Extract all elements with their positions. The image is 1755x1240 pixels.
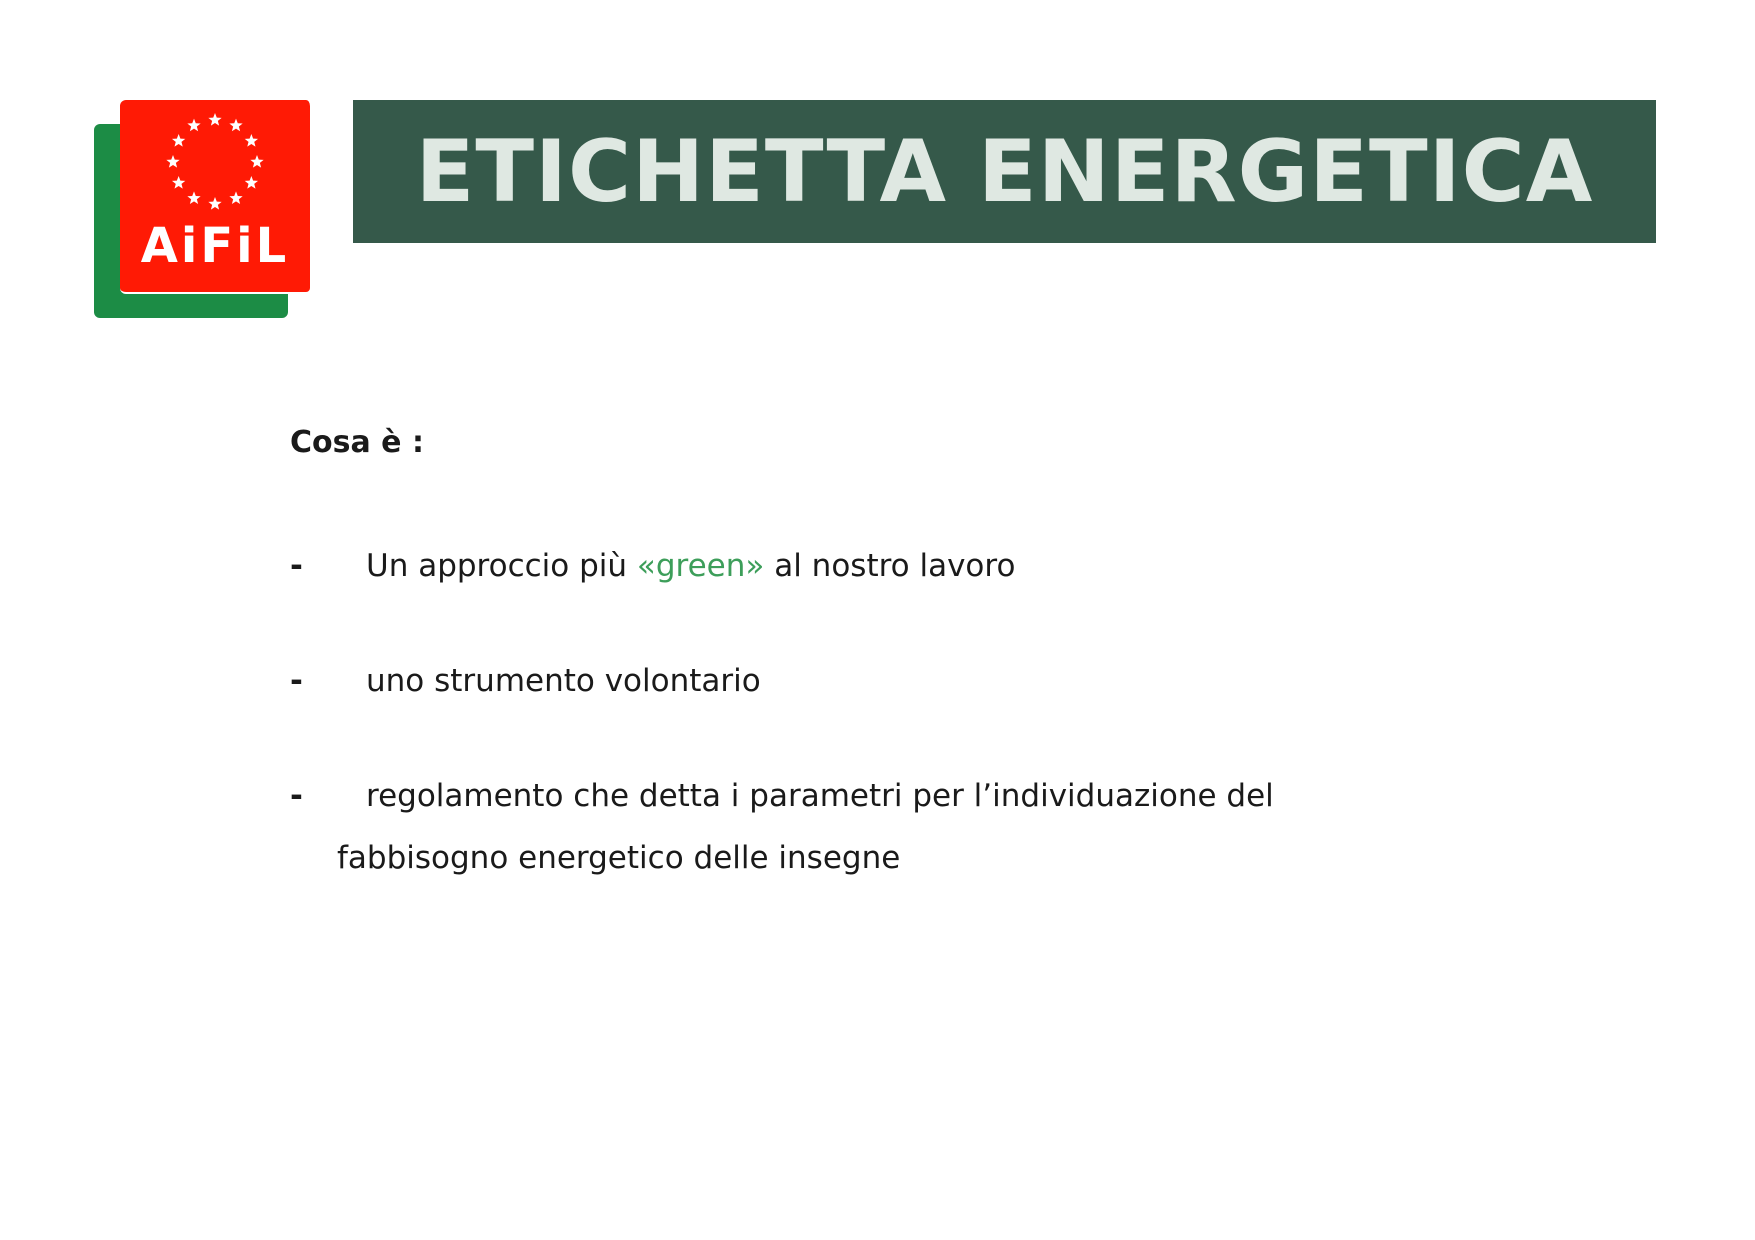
star-icon [245, 176, 258, 189]
green-highlight: «green» [636, 548, 765, 584]
star-icon [208, 197, 221, 210]
bullet-text-before: Un approccio più [366, 548, 637, 584]
page-title: ETICHETTA ENERGETICA [415, 121, 1594, 222]
star-icon [250, 155, 263, 168]
bullet-dash: - [290, 778, 303, 814]
star-icon [172, 134, 185, 147]
bullet-text: regolamento che detta i parametri per l’individuazione del [366, 778, 1274, 814]
star-icon [187, 191, 200, 204]
aifil-logo [94, 100, 310, 320]
star-icon [229, 119, 242, 132]
bullet-dash: - [290, 663, 303, 699]
eu-stars-icon [120, 100, 310, 220]
star-icon [166, 155, 179, 168]
bullet-text-after: al nostro lavoro [764, 548, 1016, 584]
logo-text: AiFiL [140, 218, 290, 274]
bullet-text: uno strumento volontario [366, 663, 761, 699]
title-banner [353, 100, 1656, 243]
section-heading: Cosa è : [290, 425, 424, 460]
bullet-text [366, 548, 1015, 584]
star-icon [172, 176, 185, 189]
bullet-continuation: fabbisogno energetico delle insegne [337, 840, 901, 876]
bullet-dash: - [290, 548, 303, 584]
logo-red-layer [120, 100, 312, 294]
star-icon [245, 134, 258, 147]
star-icon [229, 191, 242, 204]
star-icon [187, 119, 200, 132]
star-icon [208, 113, 221, 126]
